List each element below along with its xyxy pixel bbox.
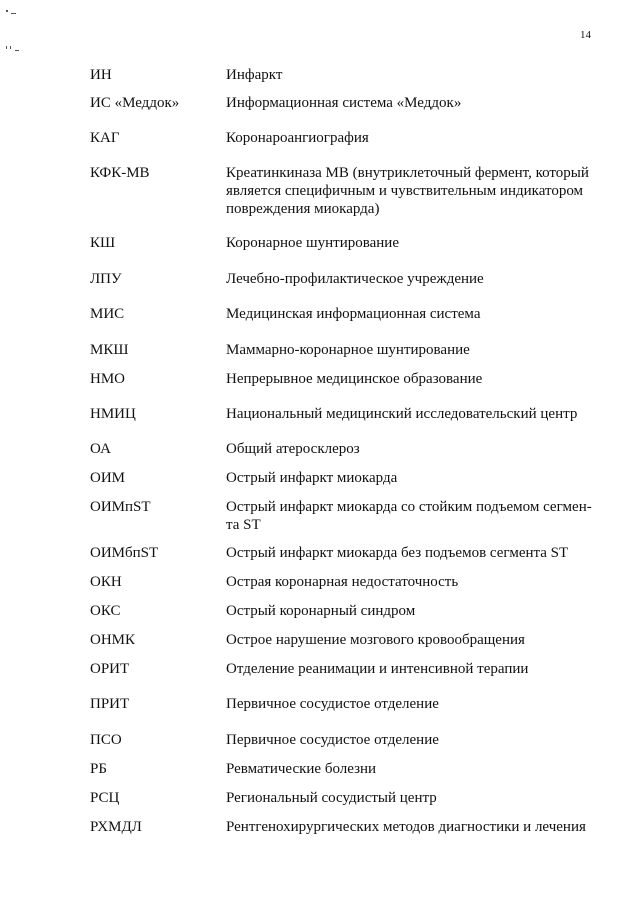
- definition: Лечебно-профилактическое учреждение: [226, 271, 484, 287]
- abbreviation: РБ: [90, 761, 107, 777]
- page-number: 14: [580, 29, 591, 41]
- abbreviation: ЛПУ: [90, 271, 122, 287]
- definition: Острый коронарный синдром: [226, 603, 416, 619]
- scan-artifact: [15, 50, 19, 51]
- abbreviation: ОКС: [90, 603, 121, 619]
- definition: Общий атеросклероз: [226, 441, 360, 457]
- abbreviation: КФК-МВ: [90, 165, 150, 181]
- definition: Первичное сосудистое отделение: [226, 732, 439, 748]
- definition: Острый инфаркт миокарда со стойким подъемом сегмен-та ST: [226, 499, 592, 533]
- definition: Инфаркт: [226, 67, 283, 83]
- abbreviation: КАГ: [90, 130, 120, 146]
- definition: Медицинская информационная система: [226, 306, 481, 322]
- abbreviation: НМО: [90, 371, 126, 387]
- scan-artifact: [11, 13, 16, 14]
- abbreviation: ОРИТ: [90, 661, 130, 677]
- definition: Креатинкиназа МВ (внутриклеточный фермент, который является специфичным и чувствительным индикатором повреждения миокарда): [226, 165, 589, 217]
- definition: Острое нарушение мозгового кровообращения: [226, 632, 525, 648]
- abbreviation: ОИМ: [90, 470, 126, 486]
- abbreviation: ОИМпST: [90, 499, 151, 515]
- abbreviation: ИН: [90, 67, 112, 83]
- abbreviation: РХМДЛ: [90, 819, 142, 835]
- definition: Коронароангиография: [226, 130, 369, 146]
- definition: Первичное сосудистое отделение: [226, 696, 439, 712]
- definition: Острая коронарная недостаточность: [226, 574, 459, 590]
- abbreviation: ИС «Меддок»: [90, 95, 180, 111]
- definition: Острый инфаркт миокарда без подъемов сегмента ST: [226, 545, 569, 561]
- definition: Маммарно-коронарное шунтирование: [226, 342, 470, 358]
- abbreviation: ПРИТ: [90, 696, 130, 712]
- scan-artifact: [10, 46, 11, 49]
- abbreviation: ОИМбпST: [90, 545, 159, 561]
- definition: Региональный сосудистый центр: [226, 790, 437, 806]
- scan-artifact: [6, 10, 8, 12]
- definition: Острый инфаркт миокарда: [226, 470, 398, 486]
- abbreviation: ОА: [90, 441, 111, 457]
- abbreviation: РСЦ: [90, 790, 120, 806]
- scan-artifact: [6, 46, 7, 49]
- definition: Отделение реанимации и интенсивной терапии: [226, 661, 529, 677]
- definition: Информационная система «Меддок»: [226, 95, 462, 111]
- definition: Национальный медицинский исследовательский центр: [226, 406, 578, 422]
- abbreviation: МКШ: [90, 342, 129, 358]
- definition: Коронарное шунтирование: [226, 235, 399, 251]
- abbreviation: МИС: [90, 306, 125, 322]
- abbreviation: ОКН: [90, 574, 122, 590]
- abbreviation: ПСО: [90, 732, 122, 748]
- definition: Рентгенохирургических методов диагностики и лечения: [226, 819, 586, 835]
- definition: Ревматические болезни: [226, 761, 377, 777]
- definition: Непрерывное медицинское образование: [226, 371, 483, 387]
- abbreviation: КШ: [90, 235, 116, 251]
- abbreviation: ОНМК: [90, 632, 136, 648]
- abbreviation: НМИЦ: [90, 406, 136, 422]
